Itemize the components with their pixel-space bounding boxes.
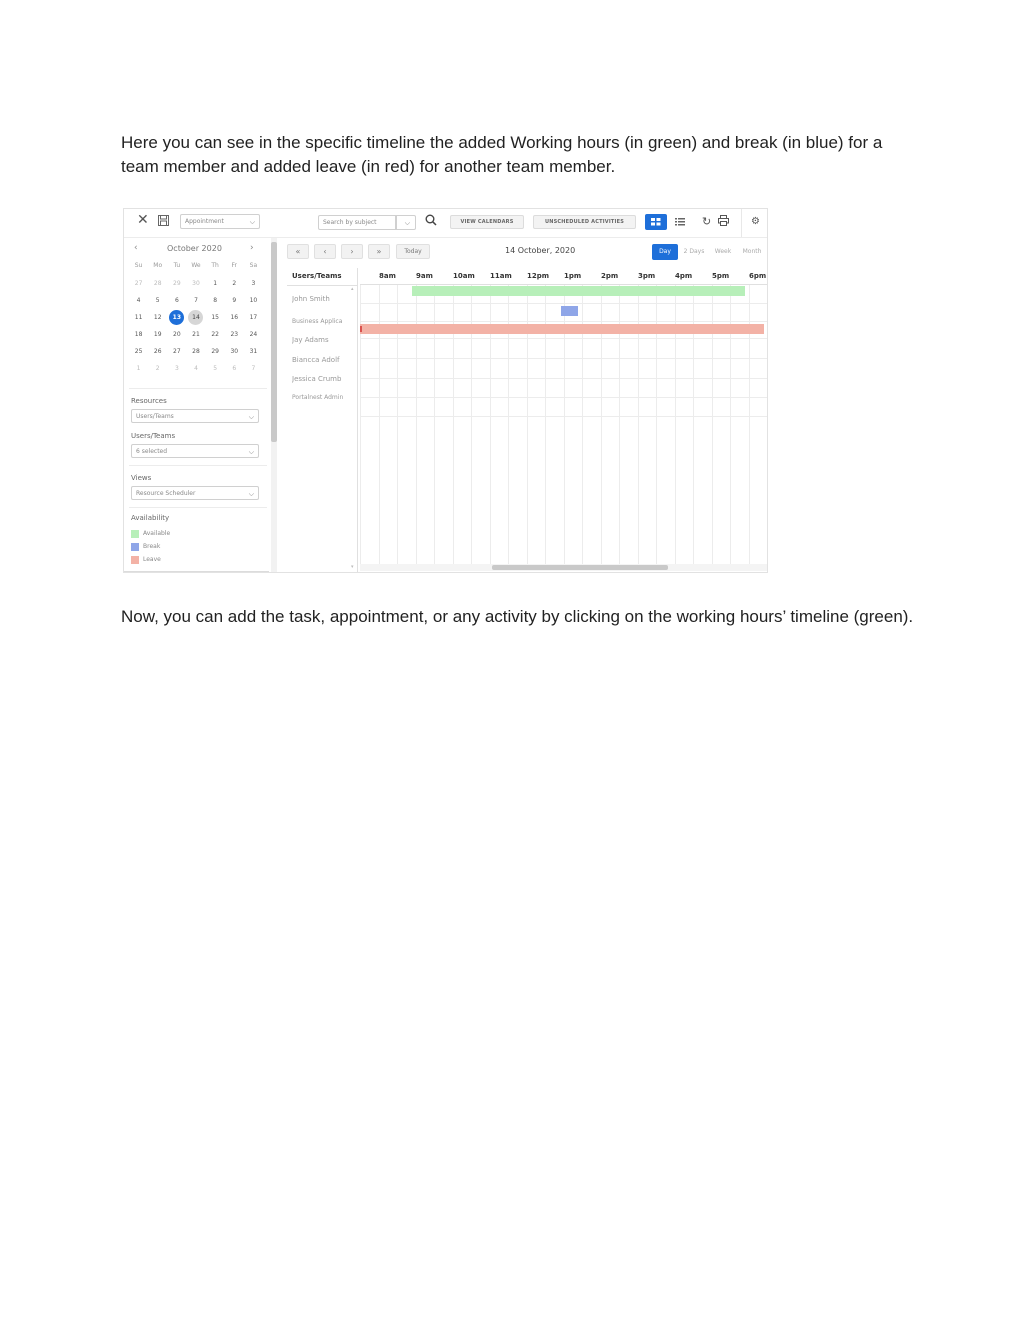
calendar-day[interactable] bbox=[148, 293, 167, 310]
timeline-grid[interactable] bbox=[360, 268, 767, 573]
calendar-day[interactable] bbox=[167, 327, 186, 344]
calendar-day[interactable] bbox=[244, 276, 263, 293]
activity-type-value: Appointment bbox=[185, 218, 224, 225]
view-calendars-button[interactable]: VIEW CALENDARS bbox=[450, 215, 524, 229]
calendar-day-number: 1 bbox=[213, 280, 218, 287]
search-input[interactable] bbox=[318, 215, 396, 230]
calendar-day-number: 29 bbox=[173, 280, 181, 287]
break-bar[interactable] bbox=[561, 306, 578, 316]
hour-label: 8am bbox=[379, 272, 396, 280]
calendar-day-number: 21 bbox=[192, 331, 200, 338]
leave-marker bbox=[360, 326, 362, 332]
calendar-day[interactable] bbox=[167, 344, 186, 361]
calendar-day-number: 9 bbox=[232, 297, 237, 304]
calendar-day[interactable] bbox=[244, 361, 263, 378]
calendar-day-number: 7 bbox=[251, 365, 256, 372]
calendar-day-number: 12 bbox=[153, 314, 162, 321]
views-value: Resource Scheduler bbox=[136, 490, 196, 497]
prev-day-button[interactable]: ‹ bbox=[314, 244, 336, 259]
calendar-day[interactable] bbox=[129, 310, 148, 327]
week-row bbox=[129, 361, 263, 378]
calendar-day[interactable] bbox=[206, 293, 225, 310]
calendar-day[interactable] bbox=[129, 276, 148, 293]
resource-row[interactable]: Portalnest Admin bbox=[292, 394, 344, 401]
toolbar bbox=[124, 209, 767, 238]
hour-label: 2pm bbox=[601, 272, 619, 280]
weekday-label: Tu bbox=[173, 262, 181, 269]
weekday-label: Su bbox=[134, 262, 143, 269]
hour-label: 10am bbox=[453, 272, 475, 280]
outro-paragraph: Now, you can add the task, appointment, or any activity by clicking on the working hours’ timeline (green). bbox=[121, 607, 914, 626]
views-select[interactable] bbox=[131, 486, 259, 500]
calendar-day[interactable] bbox=[225, 310, 244, 327]
calendar-day[interactable] bbox=[148, 344, 167, 361]
users-teams-value: 6 selected bbox=[136, 448, 168, 455]
scrollbar-thumb[interactable] bbox=[271, 242, 277, 442]
calendar-day[interactable] bbox=[167, 293, 186, 310]
legend-leave-label: Leave bbox=[143, 556, 161, 563]
toolbar-divider bbox=[741, 209, 742, 237]
resource-header: Users/Teams bbox=[292, 272, 342, 280]
calendar-day-number: 13 bbox=[169, 310, 184, 325]
available-swatch bbox=[131, 530, 139, 538]
weekday-row bbox=[129, 259, 263, 276]
date-title: 14 October, 2020 bbox=[505, 246, 576, 255]
weekday-label: Fr bbox=[231, 262, 238, 269]
legend-break-label: Break bbox=[143, 543, 161, 550]
calendar-day-number: 14 bbox=[188, 310, 203, 325]
chevron-down-icon: ⌵ bbox=[248, 448, 254, 456]
calendar-day-number: 27 bbox=[134, 280, 143, 287]
working-hours-bar[interactable] bbox=[412, 286, 745, 296]
calendar-day-number: 8 bbox=[213, 297, 218, 304]
unscheduled-activities-button[interactable]: UNSCHEDULED ACTIVITIES bbox=[533, 215, 636, 229]
search-placeholder: Search by subject bbox=[323, 219, 377, 226]
week-row bbox=[129, 293, 263, 310]
calendar-day[interactable] bbox=[129, 361, 148, 378]
list-view-icon bbox=[675, 218, 685, 226]
resources-select[interactable] bbox=[131, 409, 259, 423]
chevron-down-icon: ⌵ bbox=[248, 490, 254, 498]
calendar-day-number: 18 bbox=[134, 331, 143, 338]
calendar-day-number: 29 bbox=[211, 348, 219, 355]
mini-calendar bbox=[129, 259, 263, 378]
calendar-day[interactable] bbox=[206, 310, 225, 327]
availability-label: Availability bbox=[131, 514, 170, 522]
chevron-down-icon: ⌵ bbox=[248, 413, 254, 421]
calendar-day[interactable] bbox=[148, 327, 167, 344]
divider bbox=[129, 465, 267, 466]
calendar-day[interactable] bbox=[206, 361, 225, 378]
calendar-day[interactable] bbox=[186, 327, 205, 344]
leave-bar[interactable] bbox=[360, 324, 764, 334]
next-week-button[interactable]: » bbox=[368, 244, 390, 259]
activity-type-select[interactable] bbox=[180, 214, 260, 229]
hour-label: 3pm bbox=[638, 272, 656, 280]
range-2days-button[interactable]: 2 Days bbox=[683, 248, 705, 255]
calendar-day-number: 3 bbox=[251, 280, 256, 287]
weekday-label: Mo bbox=[153, 262, 163, 269]
resource-scheduler bbox=[287, 268, 767, 573]
hour-label: 12pm bbox=[527, 272, 550, 280]
hour-label: 11am bbox=[490, 272, 512, 280]
calendar-day-number: 23 bbox=[230, 331, 239, 338]
divider bbox=[287, 285, 357, 286]
resource-row[interactable]: Jay Adams bbox=[292, 336, 329, 344]
grid-view-icon bbox=[651, 218, 661, 226]
leave-swatch bbox=[131, 556, 139, 564]
divider bbox=[360, 284, 767, 285]
calendar-day[interactable] bbox=[206, 344, 225, 361]
search-scope-dropdown[interactable] bbox=[396, 215, 416, 230]
calendar-day[interactable] bbox=[206, 327, 225, 344]
calendar-day[interactable] bbox=[244, 344, 263, 361]
resource-row[interactable]: Biancca Adolf bbox=[292, 356, 340, 364]
range-week-button[interactable]: Week bbox=[714, 248, 732, 255]
calendar-day-number: 10 bbox=[249, 297, 258, 304]
divider bbox=[129, 507, 267, 508]
week-row bbox=[129, 276, 263, 293]
resource-row[interactable]: John Smith bbox=[292, 295, 330, 303]
grid-view-button[interactable] bbox=[645, 214, 667, 230]
divider bbox=[129, 388, 267, 389]
calendar-day[interactable] bbox=[148, 276, 167, 293]
legend-break bbox=[131, 542, 160, 551]
calendar-day[interactable] bbox=[148, 310, 167, 327]
range-day-button[interactable]: Day bbox=[652, 244, 678, 260]
calendar-day[interactable] bbox=[244, 310, 263, 327]
calendar-day-number: 27 bbox=[173, 348, 181, 355]
gear-icon[interactable]: ⚙ bbox=[751, 216, 760, 227]
left-panel bbox=[124, 238, 279, 573]
chevron-right-icon[interactable]: › bbox=[250, 243, 254, 253]
scheduler-screenshot bbox=[123, 208, 768, 573]
calendar-month-label[interactable]: October 2020 bbox=[167, 244, 222, 253]
calendar-day[interactable] bbox=[244, 293, 263, 310]
list-view-button[interactable] bbox=[669, 214, 691, 230]
hour-label: 9am bbox=[416, 272, 433, 280]
calendar-day-number: 28 bbox=[153, 280, 162, 287]
hour-label: 4pm bbox=[675, 272, 693, 280]
calendar-day-number: 25 bbox=[134, 348, 143, 355]
resource-row[interactable]: Business Applica bbox=[292, 318, 343, 325]
calendar-day[interactable] bbox=[186, 293, 205, 310]
calendar-day-number: 4 bbox=[136, 297, 141, 304]
users-teams-select[interactable] bbox=[131, 444, 259, 458]
hour-label: 6pm bbox=[749, 272, 767, 280]
calendar-day-number: 22 bbox=[211, 331, 219, 338]
calendar-day[interactable] bbox=[167, 361, 186, 378]
hour-label: 1pm bbox=[564, 272, 582, 280]
calendar-day-number: 20 bbox=[173, 331, 181, 338]
calendar-day-number: 6 bbox=[232, 365, 237, 372]
calendar-day-number: 30 bbox=[192, 280, 200, 287]
weekday-label: Sa bbox=[249, 262, 258, 269]
calendar-day[interactable] bbox=[225, 344, 244, 361]
calendar-day-number: 2 bbox=[232, 280, 237, 287]
divider bbox=[124, 571, 269, 572]
print-icon[interactable] bbox=[718, 215, 729, 229]
left-panel-scrollbar[interactable] bbox=[271, 238, 277, 573]
week-row bbox=[129, 310, 263, 327]
views-label: Views bbox=[131, 474, 152, 482]
calendar-day-number: 24 bbox=[249, 331, 258, 338]
calendar-day[interactable] bbox=[186, 344, 205, 361]
calendar-day[interactable] bbox=[244, 327, 263, 344]
hour-label: 5pm bbox=[712, 272, 730, 280]
weekday-label: Th bbox=[211, 262, 219, 269]
calendar-day-number: 3 bbox=[174, 365, 179, 372]
refresh-icon[interactable]: ↻ bbox=[702, 215, 712, 228]
calendar-day[interactable] bbox=[225, 293, 244, 310]
chevron-left-icon[interactable]: ‹ bbox=[134, 243, 138, 253]
next-day-button[interactable]: › bbox=[341, 244, 363, 259]
calendar-day-number: 26 bbox=[153, 348, 162, 355]
calendar-day-number: 11 bbox=[134, 314, 143, 321]
calendar-day-number: 31 bbox=[249, 348, 258, 355]
calendar-day[interactable] bbox=[225, 361, 244, 378]
break-swatch bbox=[131, 543, 139, 551]
calendar-day[interactable] bbox=[225, 276, 244, 293]
resources-label: Resources bbox=[131, 397, 167, 405]
calendar-day-number: 17 bbox=[249, 314, 258, 321]
close-icon[interactable]: ✕ bbox=[137, 212, 149, 228]
calendar-day-number: 1 bbox=[136, 365, 141, 372]
chevron-down-icon: ⌵ bbox=[404, 219, 410, 227]
range-month-button[interactable]: Month bbox=[742, 248, 762, 255]
calendar-day[interactable] bbox=[206, 276, 225, 293]
calendar-day[interactable] bbox=[186, 276, 205, 293]
save-icon[interactable] bbox=[158, 215, 169, 229]
calendar-day[interactable] bbox=[129, 327, 148, 344]
users-teams-label: Users/Teams bbox=[131, 432, 176, 440]
intro-paragraph: Here you can see in the specific timeline the added Working hours (in green) and break (in blue) for a team member and added leave (in red) for another team member. bbox=[121, 133, 883, 176]
calendar-day-number: 7 bbox=[194, 297, 198, 304]
resources-value: Users/Teams bbox=[136, 413, 174, 420]
calendar-day[interactable] bbox=[129, 344, 148, 361]
prev-week-button[interactable]: « bbox=[287, 244, 309, 259]
calendar-day-number: 5 bbox=[213, 365, 218, 372]
calendar-day-number: 30 bbox=[230, 348, 239, 355]
calendar-day-number: 6 bbox=[174, 297, 179, 304]
scroll-down-icon[interactable]: ▾ bbox=[351, 564, 354, 570]
scroll-up-icon[interactable]: ▴ bbox=[351, 286, 354, 292]
calendar-day[interactable] bbox=[167, 310, 186, 327]
week-row bbox=[129, 344, 263, 361]
calendar-day-number: 28 bbox=[192, 348, 200, 355]
calendar-day-number: 4 bbox=[194, 365, 198, 372]
horizontal-scrollbar[interactable] bbox=[360, 564, 767, 571]
calendar-day[interactable] bbox=[186, 310, 205, 327]
legend-available-label: Available bbox=[143, 530, 171, 537]
legend-leave bbox=[131, 555, 161, 564]
calendar-day[interactable] bbox=[167, 276, 186, 293]
resource-column bbox=[287, 268, 358, 573]
scrollbar-thumb[interactable] bbox=[492, 565, 668, 570]
legend-available bbox=[131, 529, 170, 538]
today-button[interactable]: Today bbox=[396, 244, 430, 259]
calendar-day-number: 15 bbox=[211, 314, 219, 321]
chevron-down-icon: ⌵ bbox=[249, 218, 255, 226]
calendar-day[interactable] bbox=[186, 361, 205, 378]
weekday-label: We bbox=[191, 262, 201, 269]
calendar-day-number: 2 bbox=[155, 365, 160, 372]
calendar-day-number: 19 bbox=[153, 331, 162, 338]
calendar-day[interactable] bbox=[148, 361, 167, 378]
resource-row[interactable]: Jessica Crumb bbox=[292, 375, 342, 383]
search-icon[interactable] bbox=[425, 214, 437, 229]
calendar-day-number: 5 bbox=[155, 297, 160, 304]
calendar-day-number: 16 bbox=[230, 314, 239, 321]
calendar-day[interactable] bbox=[225, 327, 244, 344]
calendar-day[interactable] bbox=[129, 293, 148, 310]
week-row bbox=[129, 327, 263, 344]
